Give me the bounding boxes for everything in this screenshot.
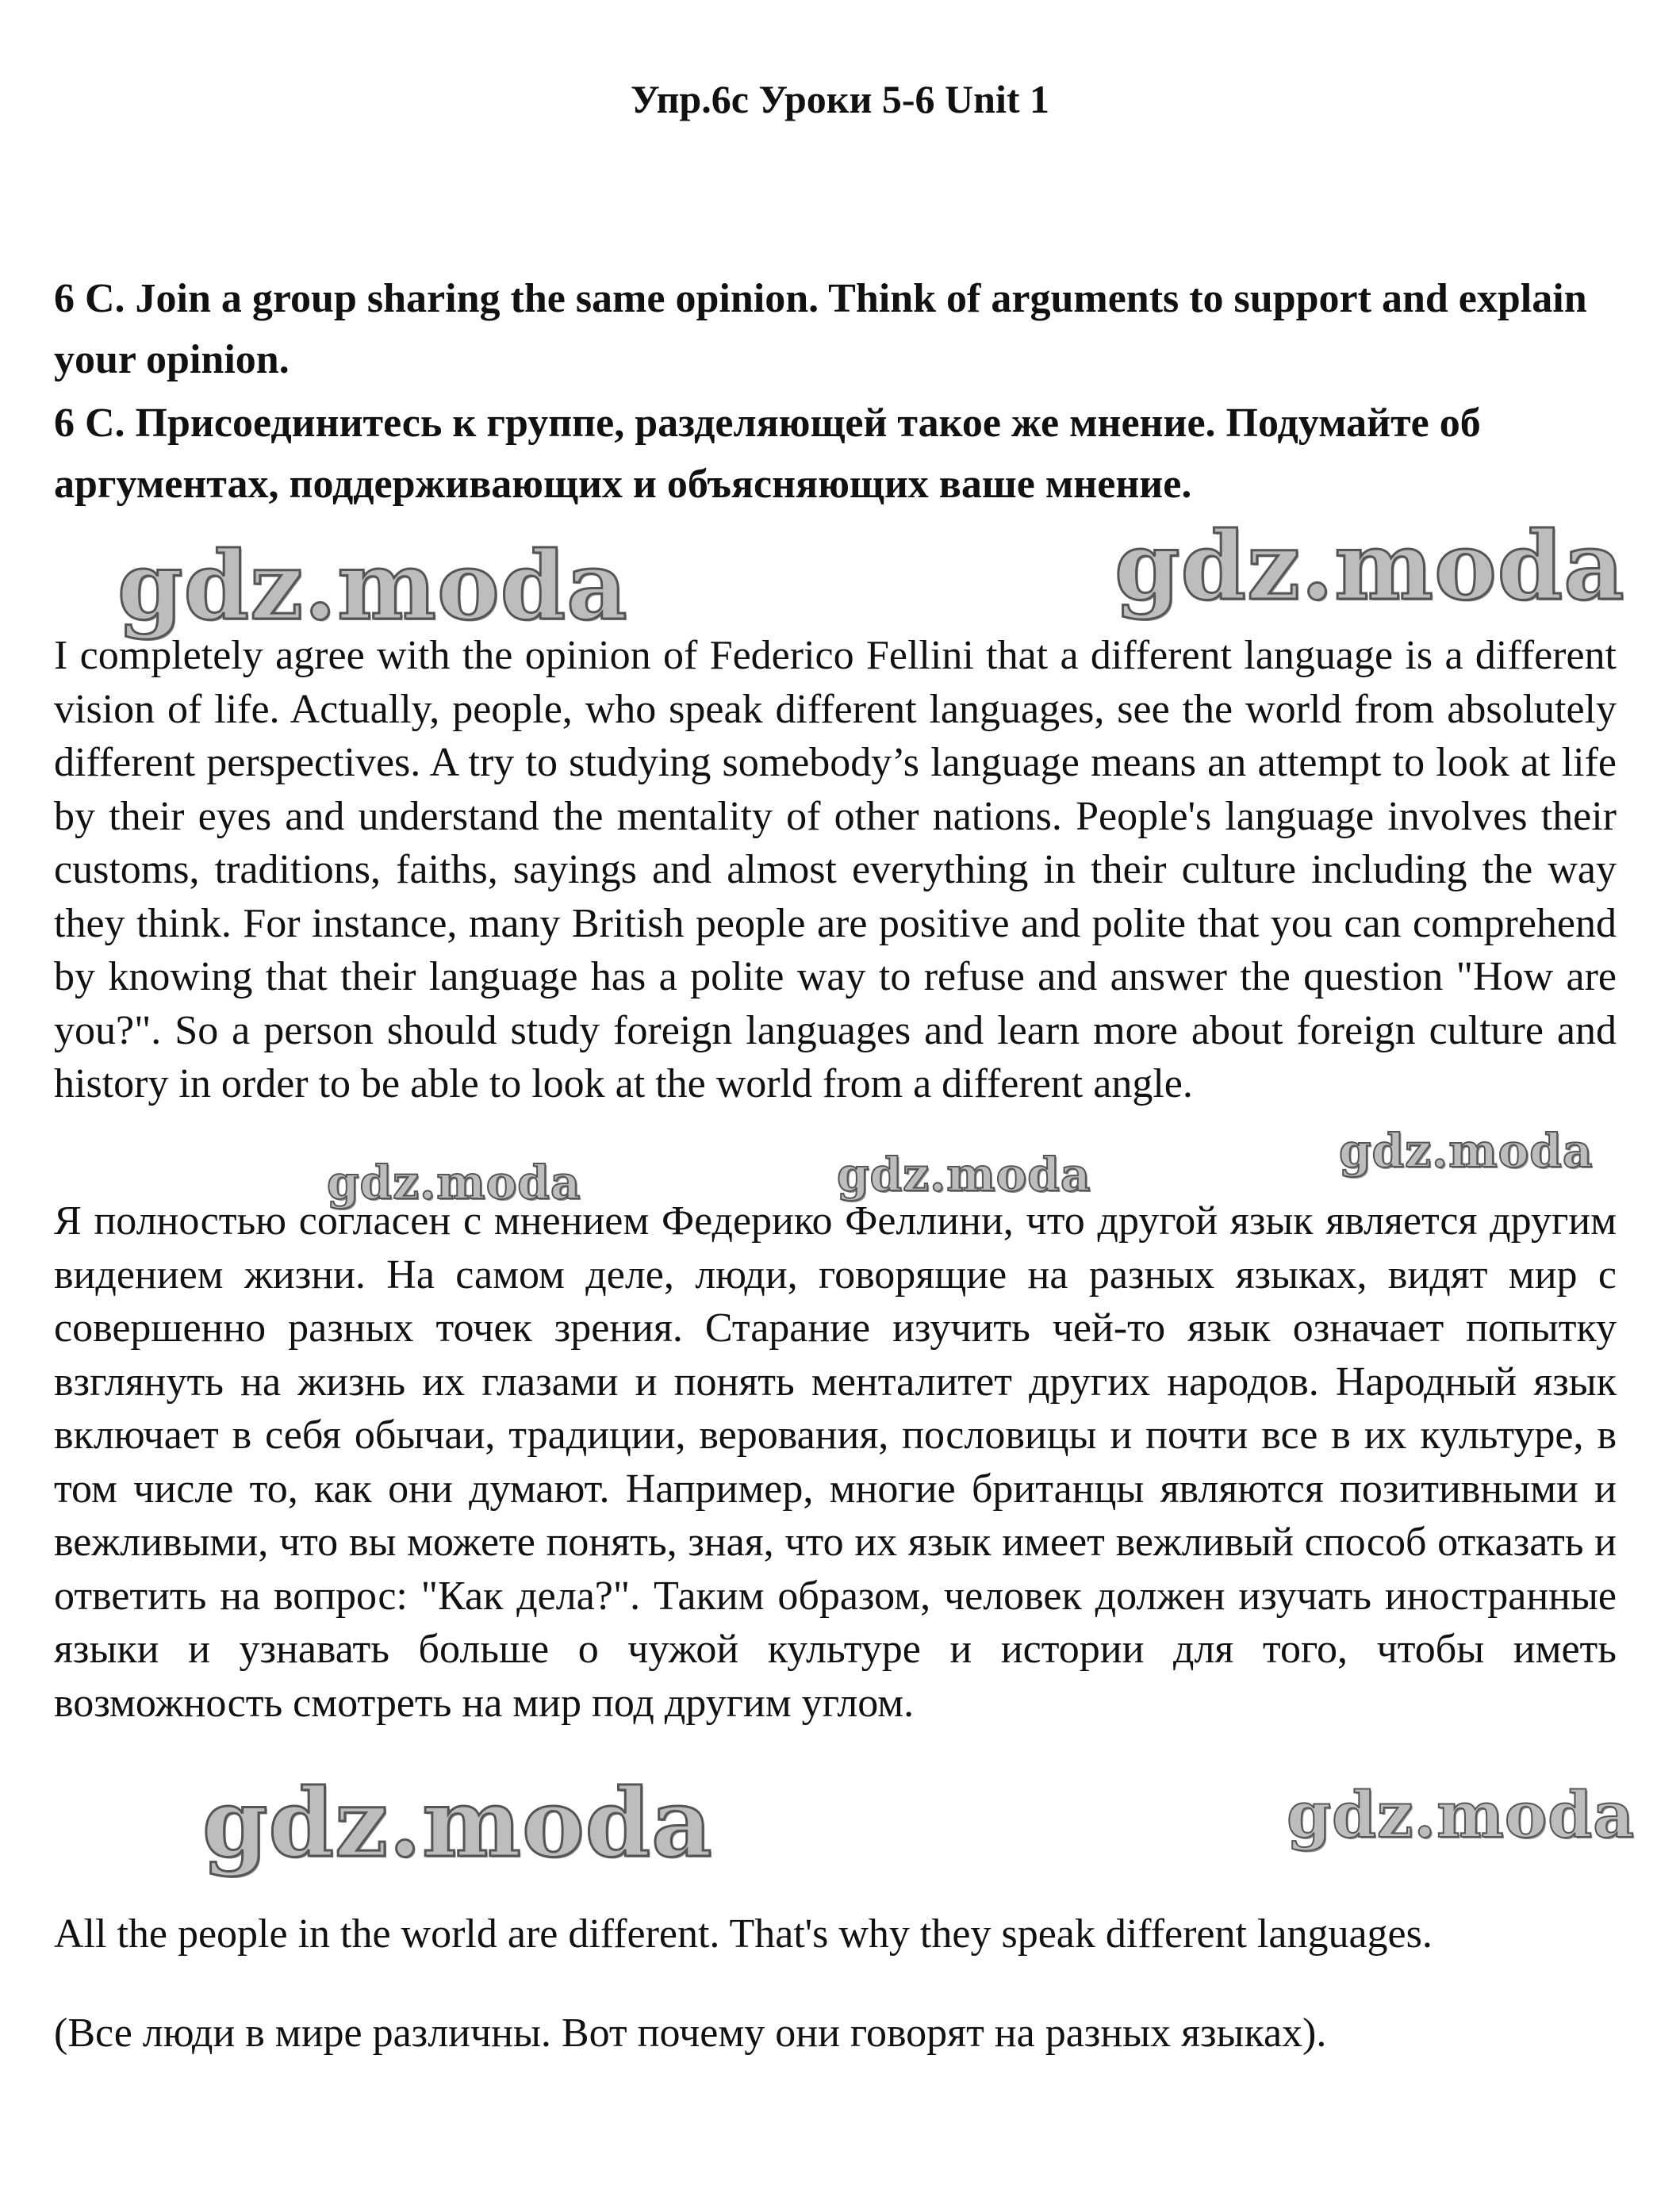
watermark-logo: gdz.moda — [117, 531, 628, 641]
watermark-logo: gdz.moda — [327, 1156, 581, 1209]
conclusion-english: All the people in the world are different. That's why they speak different languages. — [54, 1911, 1433, 1957]
watermark-logo: gdz.moda — [202, 1768, 713, 1878]
watermark-logo: gdz.moda — [837, 1148, 1091, 1202]
conclusion-russian: (Все люди в мире различны. Вот почему они говорят на разных языках). — [54, 2011, 1327, 2056]
watermark-logo: gdz.moda — [1114, 511, 1625, 621]
page-title: Упр.6с Уроки 5-6 Unit 1 — [630, 77, 1050, 121]
answer-russian: Я полностью согласен с мнением Федерико Феллини, что другой язык является другим видением жизни. На самом деле, люди, говорящие на разных языках, видят мир с совершенно разных точек зрения. Старание изучить чей-то язык означает попытку взглянуть на жизнь их глазами и понять менталитет других народов. Народный язык включает в себя обычаи, традиции, верования, пословицы и почти все в их культуре, в том числе то, как они думают. Например, многие британцы являются позитивными и вежливыми, что вы можете понять, зная, что их язык имеет вежливый способ отказать и ответить на вопрос: "Как дела?". Таким образом, человек должен изучать иностранные языки и узнавать больше о чужой культуре и истории для того, чтобы иметь возможность смотреть на мир под другим углом. — [54, 1198, 1617, 1726]
task-russian: 6 С. Присоединитесь к группе, разделяющей такое же мнение. Подумайте об аргументах, поддерживающих и объясняющих ваше мнение. — [54, 401, 1481, 507]
task-english: 6 C. Join a group sharing the same opinion. Think of arguments to support and explain your opinion. — [54, 276, 1587, 382]
answer-english: I completely agree with the opinion of Federico Fellini that a different language is a different vision of life. Actually, people, who speak different languages, see the world from absolutely different perspectives. A try to studying somebody’s language means an attempt to look at life by their eyes and understand the mentality of other nations. People's language involves their customs, traditions, faiths, sayings and almost everything in their culture including the way they think. For instance, many British people are positive and polite that you can comprehend by knowing that their language has a polite way to refuse and answer the question "How are you?". So a person should study foreign languages and learn more about foreign culture and history in order to be able to look at the world from a different angle. — [54, 633, 1617, 1106]
watermark-logo: gdz.moda — [1287, 1777, 1635, 1852]
watermark-logo: gdz.moda — [1339, 1124, 1594, 1178]
